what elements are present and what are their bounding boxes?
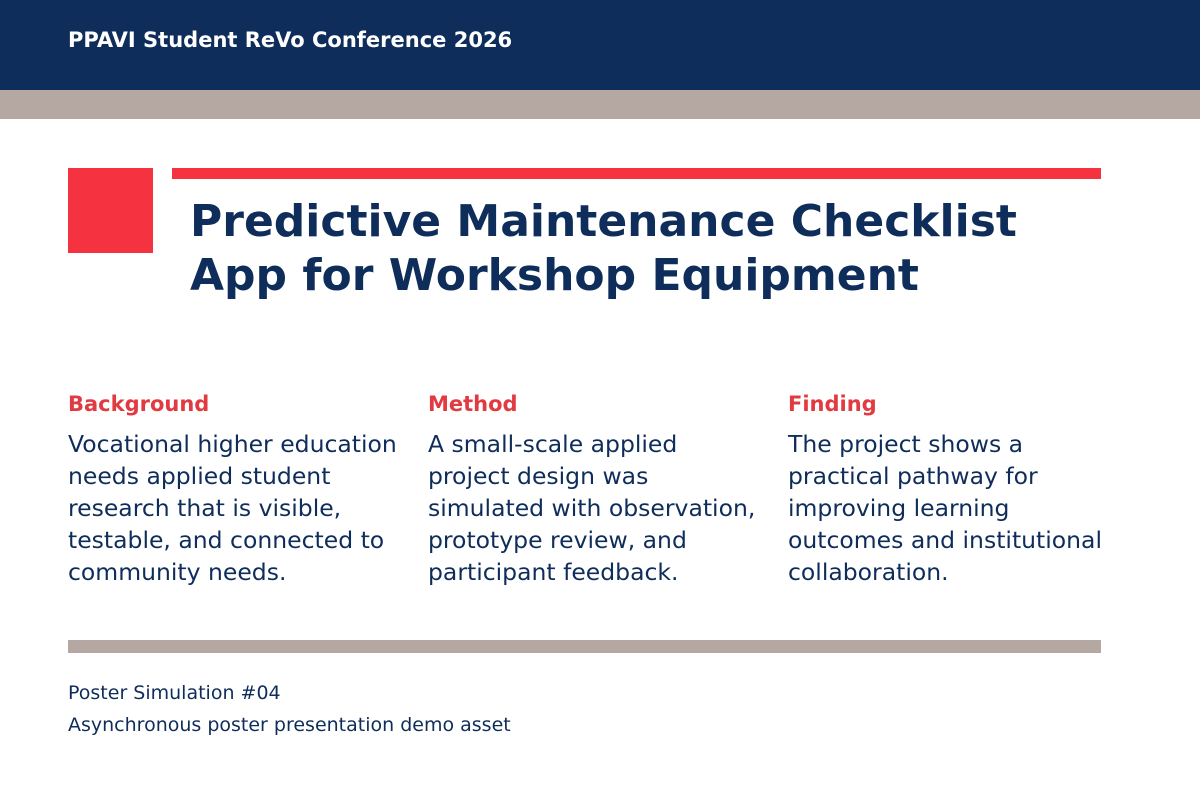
background-body: Vocational higher education needs applied student research that is visible, testable, and connected to community needs. — [68, 430, 397, 586]
header-stripe — [0, 90, 1200, 119]
header-bar — [0, 0, 1200, 90]
title-accent-rule — [172, 168, 1101, 179]
poster-description: Asynchronous poster presentation demo asset — [68, 714, 511, 736]
accent-square — [68, 168, 153, 253]
background-section — [68, 390, 398, 588]
method-body: A small-scale applied project design was simulated with observation, prototype review, and participant feedback. — [428, 430, 756, 586]
method-heading: Method — [428, 392, 518, 416]
finding-section — [788, 390, 1118, 588]
finding-heading: Finding — [788, 392, 877, 416]
conference-title: PPAVI Student ReVo Conference 2026 — [68, 28, 513, 52]
background-heading: Background — [68, 392, 210, 416]
finding-body: The project shows a practical pathway for improving learning outcomes and institutional collaboration. — [788, 430, 1102, 586]
poster-title: Predictive Maintenance Checklist App for Workshop Equipment — [190, 196, 1017, 301]
poster-simulation-label: Poster Simulation #04 — [68, 682, 281, 704]
method-section — [428, 390, 758, 588]
bottom-divider — [68, 640, 1101, 653]
